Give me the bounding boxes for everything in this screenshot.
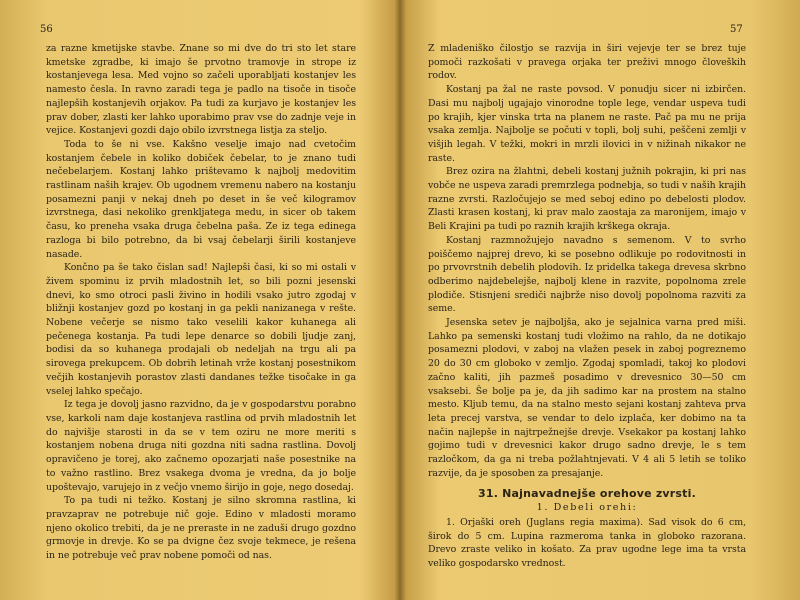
right-page-body xyxy=(428,42,746,571)
right-page xyxy=(428,18,746,588)
left-page-number: 56 xyxy=(40,24,53,35)
paragraph: Toda to še ni vse. Kakšno veselje imajo nad cvetočim kostanjem čebele in koliko dobiček čebelar, to je znano tudi nečebelarjem. Kostanj lahko prištevamo k najbolj medovitim rastlinam naših krajev. Ob ugodnem vremenu nabero na kostanju posamezni panji v nekaj dneh po deset in še več kilogramov izvrstnega, dasi nekoliko grenkljatega medu, in sicer ob takem času, ko preneha vsaka druga čebelna paša. Ze iz tega edinega razloga bi bilo potrebno, da bi vsaj čebelarji širili kostanjeve nasade. xyxy=(46,138,356,260)
left-page xyxy=(46,18,356,588)
paragraph: Jesenska setev je najboljša, ako je sejalnica varna pred miši. Lahko pa semenski kostanj tudi vložimo na rahlo, da ne dotikajo posamezni plodovi, v zaboj na vlažen pesek in zaboj pogreznemo 20 do 30 cm globoko v zemljo. Zgodaj spomladi, takoj ko plodovi začno kaliti, jih pazmeš posadimo v drevesnico 30—50 cm vsaksebi. Še bolje pa je, da jih sadimo kar na prostem na stalno mesto. Kljub temu, da na stalno mesto sejani kostanj zahteva prva leta precej varstva, se vendar to delo izplača, ker dobimo na ta način najlepše in najtrpežnejše drevje. Vsekakor pa kostanj lahko gojimo tudi v drevesnici kakor drugo sadno drevje, le s tem razločkom, da ga ni treba požlahtnjevati. V 4 ali 5 letih se toliko razvije, da je sposoben za presajanje. xyxy=(428,317,746,479)
paragraph: 1. Orjaški oreh (Juglans regia maxima). Sad visok do 6 cm, širok do 5 cm. Lupina razmeroma tanka in globoko razorana. Drevo zraste veliko in košato. Za prav ugodne lege ima ta vrsta veliko gospodarsko vrednost. xyxy=(428,516,746,570)
paragraph: Brez ozira na žlahtni, debeli kostanj južnih pokrajin, ki pri nas vobče ne uspeva zaradi premrzlega podnebja, so tudi v naših krajih razne zvrsti. Razločujejo se med seboj edino po debelosti plodov. Zlasti krasen kostanj, ki prav malo zaostaja za maronijem, imajo v Beli Krajini pa tudi po raznih krajih krškega okraja. xyxy=(428,166,746,233)
paragraph: To pa tudi ni težko. Kostanj je silno skromna rastlina, ki pravzaprav ne potrebuje nič goje. Edino v mladosti moramo njeno okolico trebiti, da je ne preraste in ne zaduši drugo gozdno grmovje in drevje. Ko se pa dvigne čez svoje tekmece, je rešena in ne potrebuje več prav nobene pomoči od nas. xyxy=(46,495,356,562)
paragraph: Kostanj razmnožujejo navadno s semenom. V to svrho poiščemo najprej drevo, ki se posebno odlikuje po rodovitnosti in po prvovrstnih debelih plodovih. Iz pridelka takega drevesa skrbno odberimo najdebelejše, najbolj klene in razvite, popolnoma zrele plodiče. Stisnjeni srediči najbrže niso dovolj popolnoma razviti za seme. xyxy=(428,234,746,315)
left-page-body xyxy=(46,42,356,563)
section-heading: 31. Najnavadnejše orehove zvrsti. xyxy=(478,486,696,500)
paragraph: Kostanj pa žal ne raste povsod. V ponudju sicer ni izbirčen. Dasi mu najbolj ugajajo vinorodne tople lege, vendar uspeva tudi po krajih, kjer vinska trta na planem ne raste. Pač pa mu ne prija vsaka zemlja. Najbolje se počuti v topli, bolj suhi, peščeni zemlji v višjih legah. V težki, mokri in mrzli ilovici in v nižinah nikakor ne raste. xyxy=(428,84,746,164)
paragraph: za razne kmetijske stavbe. Znane so mi dve do tri sto let stare kmetske zgradbe, ki imajo še prvotno tramovje in strope iz kostanjevega lesa. Med vojno so začeli uporabljati kostanjev les namesto česla. In ravno zaradi tega je padlo na tisoče in tisoče najlepših kostanjevih orjakov. Pa tudi za kurjavo je kostanjev les prav dober, zlasti ker lahko uporabimo prav vse do zadnje veje in vejice. Kostanjevi gozdi dajo obilo izvrstnega listja za steljo. xyxy=(46,43,356,137)
paragraph: Z mladeniško čilostjo se razvija in širi vejevje ter se brez tuje pomoči razkošati v pravega orjaka ter preživi mnogo človeških rodov. xyxy=(428,43,746,82)
right-page-number: 57 xyxy=(730,24,743,35)
paragraph: Končno pa še tako čislan sad! Najlepši časi, ki so mi ostali v živem spominu iz prvih mladostnih let, so bili pozni jesenski dnevi, ko smo otroci pasli živino in hodili vsako jutro zgodaj v bližnji kostanjev gozd po kostanj in ga pekli nanizanega v rešte. Nobene večerje se nismo tako veselili kakor kuhanega ali pečenega kostanja. Pa tudi lepe denarce so dobili ljudje zanj, bodisi da so kuhanega prodajali ob nedeljah na trgu ali pa sirovega prekupcem. Ob dobrih letinah vrže kostanj posestnikom večjih kostanjevih porastov zlasti dandanes težke tisočake in ga vselej lahko spečajo. xyxy=(46,262,356,397)
subsection-heading: 1. Debeli orehi: xyxy=(536,502,638,514)
paragraph: Iz tega je dovolj jasno razvidno, da je v gospodarstvu porabno vse, karkoli nam daje kostanjeva rastlina od prvih mladostnih let do najvišje starosti in da se v tem oziru ne more meriti s kostanjem nobena druga niti gozdna niti sadna rastlina. Dovolj opravičeno je torej, ako začnemo opozarjati naše posestnike na to važno rastlino. Brez vsakega dvoma je vredna, da jo bolje upoštevajo, varujejo in z večjo vnemo širijo in goje, nego dosedaj. xyxy=(46,399,356,493)
